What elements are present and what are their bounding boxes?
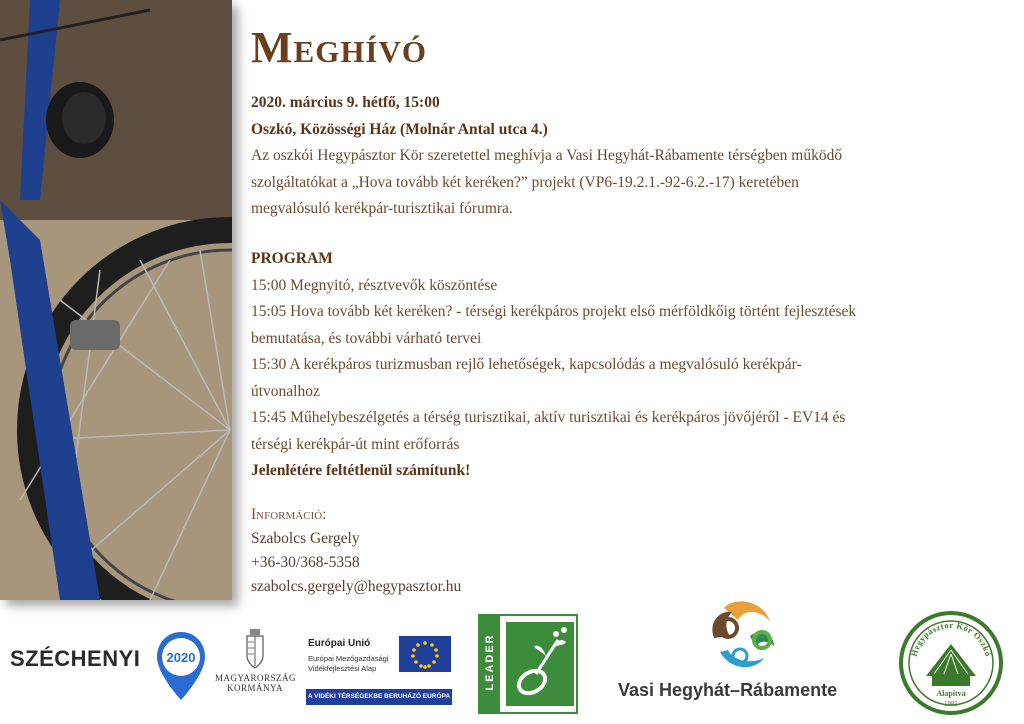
event-details	[251, 90, 1001, 223]
page-title: Meghívó	[251, 23, 427, 72]
program-line: térségi kerékpár-út mint erőforrás	[251, 435, 460, 453]
hegypasztor-seal	[898, 610, 1004, 721]
vasi-hegyhat-label: Vasi Hegyhát–Rábamente	[618, 680, 838, 700]
eu-title: Európai Unió	[308, 638, 371, 649]
seal-year-text: 1985	[944, 700, 958, 708]
program-line: 15:00 Megnyitó, résztvevők köszöntése	[251, 276, 498, 294]
footer-logos	[0, 608, 1024, 724]
gov-line2: KORMÁNYA	[226, 683, 283, 693]
contact-phone: +36-30/368-5358	[251, 554, 360, 571]
government-logo	[215, 628, 295, 693]
eu-subtitle: Európai Mezőgazdasági Vidékfejlesztési Alap	[308, 654, 389, 673]
seal-top-text: Hegypásztor Kör Oszkó	[908, 619, 994, 658]
program-line: bemutatása, és további várható tervei	[251, 329, 482, 347]
event-place: Oszkó, Közösségi Ház (Molnár Antal utca 4.)	[251, 120, 548, 138]
gov-line1: MAGYARORSZÁG	[215, 673, 297, 683]
szechenyi-pin-icon	[155, 630, 207, 707]
eu-flag-icon	[399, 636, 451, 672]
leader-plant-icon	[506, 622, 574, 706]
program-line: útvonalhoz	[251, 382, 320, 400]
szechenyi-logo-text: SZÉCHENYI	[10, 646, 141, 671]
intro-line: Az oszkói Hegypásztor Kör szeretettel meghívja a Vasi Hegyhát-Rábamente térségben működő	[251, 147, 843, 164]
szechenyi-year: 2020	[166, 650, 196, 665]
program-line: 15:05 Hova tovább két keréken? - térségi kerékpáros projekt első mérföldkőig történt fejlesztések	[251, 303, 857, 320]
closing-line: Jelenlétére feltétlenül számítunk!	[251, 462, 471, 479]
program-heading: PROGRAM	[251, 250, 333, 267]
eu-bar-text: A VIDÉKI TÉRSÉGEKBE BERUHÁZÓ EURÓPA	[306, 689, 452, 705]
leader-logo	[478, 614, 578, 714]
intro-line: szolgáltatókat a „Hova tovább két keréken?” projekt (VP6-19.2.1.-92-6.2.-17) keretében	[251, 173, 799, 191]
intro-line: megvalósuló kerékpár-turisztikai fórumra.	[251, 200, 513, 217]
event-date: 2020. március 9. hétfő, 15:00	[251, 94, 440, 111]
program-line: 15:30 A kerékpáros turizmusban rejlő lehetőségek, kapcsolódás a megvalósuló kerékpár-	[251, 356, 802, 373]
vasi-hegyhat-swirl-icon	[704, 598, 780, 683]
hungarian-crest-icon	[241, 628, 269, 670]
program-line: 15:45 Műhelybeszélgetés a térség turisztikai, aktív turisztikai és kerékpáros jövőjéről - EV14 és	[251, 409, 846, 426]
bicycle-photo	[0, 0, 232, 600]
contact-email[interactable]: szabolcs.gergely@hegypasztor.hu	[251, 578, 462, 595]
seal-mid-text: Alapítva	[936, 689, 966, 698]
eu-fund-logo	[304, 634, 454, 710]
program-section	[251, 246, 1001, 485]
contact-name: Szabolcs Gergely	[251, 530, 360, 547]
leader-text: LEADER	[484, 633, 496, 691]
contact-section	[251, 503, 1001, 599]
info-heading: Információ:	[251, 506, 327, 523]
